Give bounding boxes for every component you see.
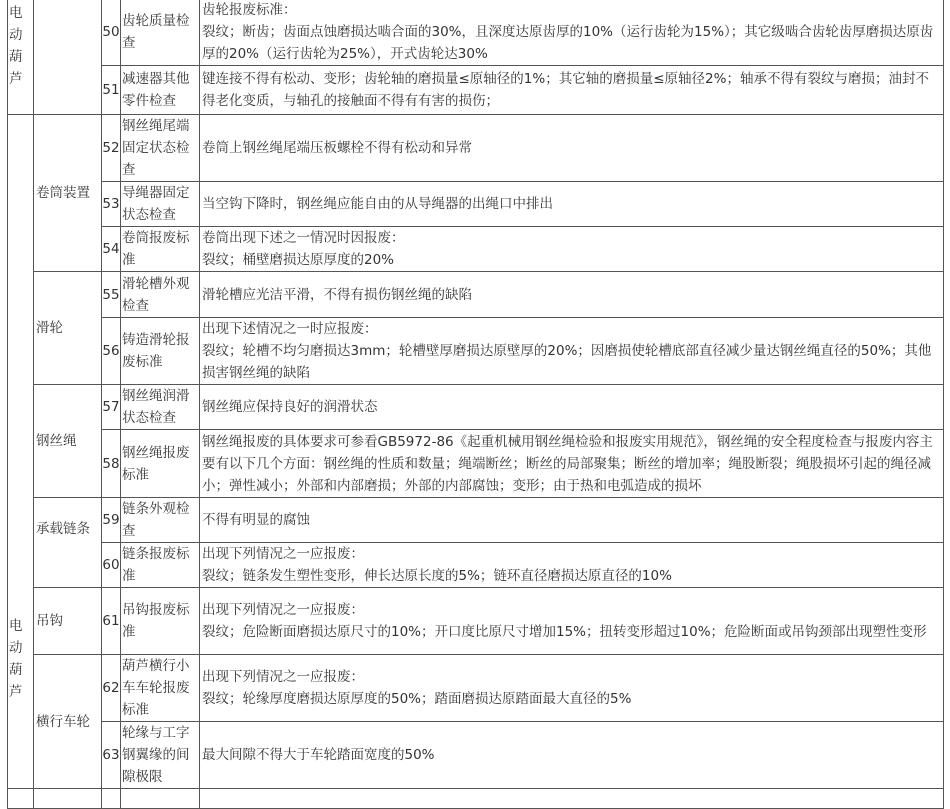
item-name: 钢丝绳尾端固定状态检查	[121, 115, 200, 182]
item-name: 钢丝绳报废标准	[121, 430, 200, 498]
table-row	[8, 227, 944, 272]
table-row	[8, 0, 944, 66]
standard-text: 滑轮槽应光洁平滑，不得有损伤钢丝绳的缺陷	[200, 272, 944, 318]
standard-line: 卷筒出现下述之一情况时因报废：	[202, 230, 405, 246]
standard-text: 钢丝绳应保持良好的润滑状态	[200, 385, 944, 430]
table-row	[8, 182, 944, 227]
subcategory-cell: 钢丝绳	[34, 385, 102, 498]
item-name: 链条报废标准	[121, 543, 200, 588]
table-row	[8, 722, 944, 789]
item-name: 卷筒报废标准	[121, 227, 200, 272]
standard-text	[200, 588, 944, 655]
item-name: 齿轮质量检查	[121, 0, 200, 66]
standard-text: 当空钩下降时，钢丝绳应能自由的从导绳器的出绳口中排出	[200, 182, 944, 227]
standard-line: 裂纹；轮槽不均匀磨损达3mm；轮槽壁厚磨损达原壁厚的20%；因磨损使轮槽底部直径减少量达钢丝绳直径的50%；其他损害钢丝绳的缺陷	[202, 343, 932, 381]
standard-line: 出现下列情况之一应报废：	[202, 546, 364, 562]
row-number: 52	[102, 115, 121, 182]
item-name: 导绳器固定状态检查	[121, 182, 200, 227]
table-row	[8, 385, 944, 430]
empty-cell	[34, 789, 102, 809]
subcategory-cell: 承载链条	[34, 498, 102, 588]
standard-text: 键连接不得有松动、变形；齿轮轴的磨损量≤原轴径的1%；其它轴的磨损量≤原轴径2%；轴承不得有裂纹与磨损；油封不得老化变质，与轴孔的接触面不得有有害的损伤；	[200, 66, 944, 115]
item-name: 链条外观检查	[121, 498, 200, 543]
subcategory-cell: 吊钩	[34, 588, 102, 655]
subcategory-cell: 滑轮	[34, 272, 102, 385]
table-row	[8, 588, 944, 655]
item-name: 葫芦横行小车车轮报废标准	[121, 655, 200, 722]
category-cell: 电动葫芦	[8, 115, 34, 789]
standard-line: 裂纹；断齿；齿面点蚀磨损达啮合面的30%，且深度达原齿厚的10%（运行齿轮为15%）；其它级啮合齿轮齿厚磨损达原齿厚的20%（运行齿轮为25%），开式齿轮达30%	[202, 23, 934, 62]
subcategory-cell: 卷筒装置	[34, 115, 102, 272]
standard-line: 裂纹；危险断面磨损达原尺寸的10%；开口度比原尺寸增加15%；扭转变形超过10%；危险断面或吊钩颈部出现塑性变形	[202, 624, 927, 640]
category-cell: 电动葫芦	[8, 0, 34, 115]
row-number: 61	[102, 588, 121, 655]
row-number: 62	[102, 655, 121, 722]
item-name: 减速器其他零件检查	[121, 66, 200, 115]
empty-cell	[102, 789, 121, 809]
subcategory-cell	[34, 0, 102, 115]
row-number: 54	[102, 227, 121, 272]
row-number: 51	[102, 66, 121, 115]
standard-text	[200, 0, 944, 66]
row-number: 53	[102, 182, 121, 227]
standard-line: 出现下列情况之一应报废：	[202, 602, 364, 618]
table-row	[8, 430, 944, 498]
row-number: 58	[102, 430, 121, 498]
standard-line: 裂纹；链条发生塑性变形，伸长达原长度的5%；链环直径磨损达原直径的10%	[202, 568, 672, 584]
inspection-table	[7, 0, 944, 809]
item-name: 铸造滑轮报废标准	[121, 318, 200, 385]
item-name: 钢丝绳润滑状态检查	[121, 385, 200, 430]
standard-text: 钢丝绳报废的具体要求可参看GB5972-86《起重机械用钢丝绳检验和报废实用规范》，钢丝绳的安全程度检查与报废内容主要有以下几个方面：钢丝绳的性质和数量；绳端断丝；断丝的局部聚集；断丝的增加率；绳股断裂；绳股损坏引起的绳径减小；弹性减小；外部和内部磨损；外部的内部腐蚀；变形；由于热和电弧造成的损坏	[200, 430, 944, 498]
empty-cell	[121, 789, 200, 809]
standard-text	[200, 318, 944, 385]
standard-line: 出现下述情况之一时应报废：	[202, 321, 378, 337]
table-row	[8, 115, 944, 182]
standard-text	[200, 655, 944, 722]
table-row	[8, 272, 944, 318]
item-name: 吊钩报废标准	[121, 588, 200, 655]
standard-text	[200, 543, 944, 588]
empty-cell	[8, 789, 34, 809]
table-row	[8, 498, 944, 543]
standard-line: 齿轮报废标准：	[202, 1, 297, 18]
standard-text	[200, 227, 944, 272]
table-row	[8, 789, 944, 809]
table-row	[8, 543, 944, 588]
row-number: 63	[102, 722, 121, 789]
row-number: 60	[102, 543, 121, 588]
row-number: 57	[102, 385, 121, 430]
table-row	[8, 66, 944, 115]
standard-text: 卷筒上钢丝绳尾端压板螺栓不得有松动和异常	[200, 115, 944, 182]
standard-text: 不得有明显的腐蚀	[200, 498, 944, 543]
subcategory-cell: 横行车轮	[34, 655, 102, 789]
table-row	[8, 318, 944, 385]
row-number: 56	[102, 318, 121, 385]
row-number: 59	[102, 498, 121, 543]
row-number: 55	[102, 272, 121, 318]
standard-line: 出现下列情况之一应报废：	[202, 669, 364, 685]
empty-cell	[200, 789, 944, 809]
table-row	[8, 655, 944, 722]
row-number: 50	[102, 0, 121, 66]
item-name: 轮缘与工字钢翼缘的间隙极限	[121, 722, 200, 789]
standard-line: 裂纹；桶壁磨损达原厚度的20%	[202, 252, 395, 268]
standard-line: 裂纹；轮缘厚度磨损达原厚度的50%；踏面磨损达原踏面最大直径的5%	[202, 691, 632, 707]
item-name: 滑轮槽外观检查	[121, 272, 200, 318]
standard-text: 最大间隙不得大于车轮踏面宽度的50%	[200, 722, 944, 789]
